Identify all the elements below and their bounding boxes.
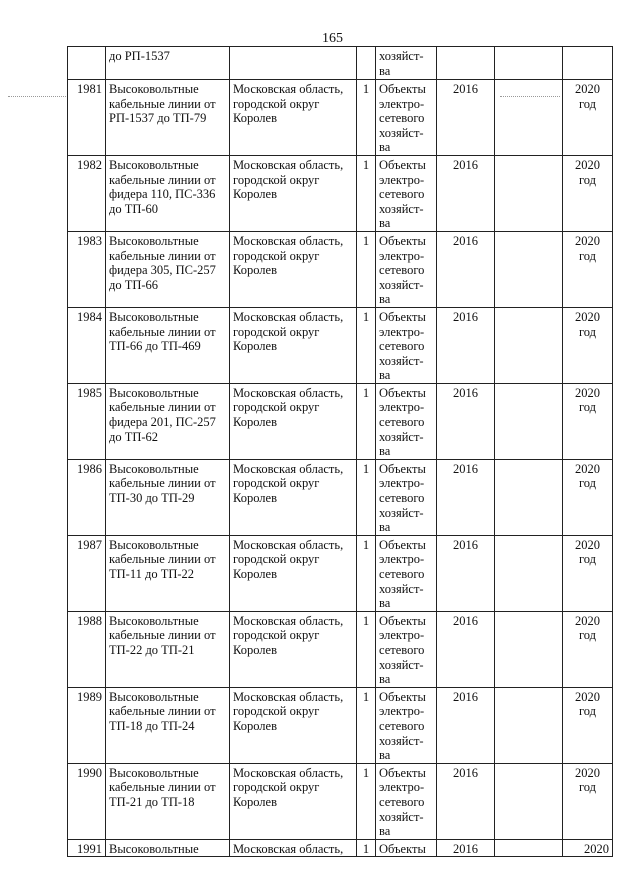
cell-year: 2016 xyxy=(437,687,495,763)
cell-done: 2020 год xyxy=(563,535,613,611)
cell-location: Московская область, городской округ Королев xyxy=(230,307,357,383)
cell-done: 2020 год xyxy=(563,231,613,307)
cell-location: Московская область, городской округ Королев xyxy=(230,535,357,611)
cell-empty xyxy=(495,459,563,535)
cell-empty xyxy=(495,839,563,857)
cell-qty: 1 xyxy=(357,839,376,857)
cell-done: 2020 год xyxy=(563,383,613,459)
cell-type: Объекты электро- сетевого хозяйст- ва xyxy=(376,535,437,611)
table-row xyxy=(68,611,613,687)
cell-type: Объекты электро- сетевого хозяйст- ва xyxy=(376,155,437,231)
cell-num: 1990 xyxy=(68,763,106,839)
table-row xyxy=(68,231,613,307)
cell-type: Объекты xyxy=(376,839,437,857)
cell-year: 2016 xyxy=(437,231,495,307)
cell-name: Высоковольтные кабельные линии от ТП-30 до ТП-29 xyxy=(106,459,230,535)
cell-type: Объекты электро- сетевого хозяйст- ва xyxy=(376,763,437,839)
cell-location: Московская область, городской округ Королев xyxy=(230,231,357,307)
cell-qty xyxy=(357,47,376,80)
cell-qty: 1 xyxy=(357,687,376,763)
cell-type: Объекты электро- сетевого хозяйст- ва xyxy=(376,231,437,307)
cell-qty: 1 xyxy=(357,231,376,307)
cell-qty: 1 xyxy=(357,383,376,459)
cell-done: 2020 год xyxy=(563,459,613,535)
cell-year: 2016 xyxy=(437,535,495,611)
cell-num: 1988 xyxy=(68,611,106,687)
table-row xyxy=(68,80,613,156)
cell-location: Московская область, xyxy=(230,839,357,857)
table-row xyxy=(68,383,613,459)
cell-empty xyxy=(495,80,563,156)
table-row xyxy=(68,763,613,839)
cell-qty: 1 xyxy=(357,459,376,535)
page-number: 165 xyxy=(322,31,343,46)
cell-location: Московская область, городской округ Королев xyxy=(230,763,357,839)
cell-name: Высоковольтные кабельные линии от РП-1537 до ТП-79 xyxy=(106,80,230,156)
cell-type: Объекты электро- сетевого хозяйст- ва xyxy=(376,307,437,383)
cell-qty: 1 xyxy=(357,535,376,611)
cell-qty: 1 xyxy=(357,155,376,231)
registry-table xyxy=(67,46,613,857)
cell-done: 2020 год xyxy=(563,763,613,839)
cell-empty xyxy=(495,47,563,80)
cell-done: 2020 год xyxy=(563,687,613,763)
cell-name: Высоковольтные кабельные линии от фидера 305, ПС-257 до ТП-66 xyxy=(106,231,230,307)
cell-num xyxy=(68,47,106,80)
cell-num: 1985 xyxy=(68,383,106,459)
cell-empty xyxy=(495,307,563,383)
cell-qty: 1 xyxy=(357,763,376,839)
cell-year: 2016 xyxy=(437,459,495,535)
cell-qty: 1 xyxy=(357,611,376,687)
cell-year xyxy=(437,47,495,80)
cell-name: Высоковольтные кабельные линии от ТП-11 до ТП-22 xyxy=(106,535,230,611)
table-row xyxy=(68,535,613,611)
cell-done: 2020 xyxy=(563,839,613,857)
cell-empty xyxy=(495,763,563,839)
cell-name: до РП-1537 xyxy=(106,47,230,80)
cell-done xyxy=(563,47,613,80)
cell-num: 1986 xyxy=(68,459,106,535)
cell-qty: 1 xyxy=(357,307,376,383)
continuation-row xyxy=(68,47,613,80)
cell-num: 1984 xyxy=(68,307,106,383)
table-row xyxy=(68,839,613,857)
cell-num: 1983 xyxy=(68,231,106,307)
cell-name: Высоковольтные кабельные линии от ТП-21 до ТП-18 xyxy=(106,763,230,839)
cell-empty xyxy=(495,687,563,763)
cell-type: хозяйст- ва xyxy=(376,47,437,80)
table-row xyxy=(68,459,613,535)
cell-type: Объекты электро- сетевого хозяйст- ва xyxy=(376,687,437,763)
table-row xyxy=(68,155,613,231)
cell-empty xyxy=(495,535,563,611)
cell-location: Московская область, городской округ Королев xyxy=(230,155,357,231)
cell-done: 2020 год xyxy=(563,155,613,231)
cell-type: Объекты электро- сетевого хозяйст- ва xyxy=(376,80,437,156)
cell-num: 1989 xyxy=(68,687,106,763)
cell-num: 1981 xyxy=(68,80,106,156)
cell-done: 2020 год xyxy=(563,307,613,383)
cell-year: 2016 xyxy=(437,155,495,231)
cell-year: 2016 xyxy=(437,839,495,857)
cell-name: Высоковольтные кабельные линии от фидера 201, ПС-257 до ТП-62 xyxy=(106,383,230,459)
cell-name: Высоковольтные кабельные линии от ТП-18 до ТП-24 xyxy=(106,687,230,763)
cell-location: Московская область, городской округ Королев xyxy=(230,383,357,459)
cell-type: Объекты электро- сетевого хозяйст- ва xyxy=(376,383,437,459)
cell-year: 2016 xyxy=(437,307,495,383)
table-row xyxy=(68,687,613,763)
cell-empty xyxy=(495,155,563,231)
cell-name: Высоковольтные xyxy=(106,839,230,857)
cell-year: 2016 xyxy=(437,383,495,459)
cell-done: 2020 год xyxy=(563,611,613,687)
cell-done: 2020 год xyxy=(563,80,613,156)
cell-year: 2016 xyxy=(437,611,495,687)
cell-num: 1982 xyxy=(68,155,106,231)
cell-qty: 1 xyxy=(357,80,376,156)
cell-name: Высоковольтные кабельные линии от фидера 110, ПС-336 до ТП-60 xyxy=(106,155,230,231)
table-row xyxy=(68,307,613,383)
cell-location: Московская область, городской округ Королев xyxy=(230,459,357,535)
cell-empty xyxy=(495,611,563,687)
cell-empty xyxy=(495,231,563,307)
cell-num: 1987 xyxy=(68,535,106,611)
cell-empty xyxy=(495,383,563,459)
cell-name: Высоковольтные кабельные линии от ТП-66 до ТП-469 xyxy=(106,307,230,383)
cell-year: 2016 xyxy=(437,80,495,156)
cell-type: Объекты электро- сетевого хозяйст- ва xyxy=(376,459,437,535)
cell-location: Московская область, городской округ Королев xyxy=(230,80,357,156)
cell-location: Московская область, городской округ Королев xyxy=(230,611,357,687)
cell-type: Объекты электро- сетевого хозяйст- ва xyxy=(376,611,437,687)
scan-artifact-left xyxy=(8,96,66,99)
cell-location xyxy=(230,47,357,80)
cell-num: 1991 xyxy=(68,839,106,857)
cell-name: Высоковольтные кабельные линии от ТП-22 до ТП-21 xyxy=(106,611,230,687)
cell-location: Московская область, городской округ Королев xyxy=(230,687,357,763)
cell-year: 2016 xyxy=(437,763,495,839)
